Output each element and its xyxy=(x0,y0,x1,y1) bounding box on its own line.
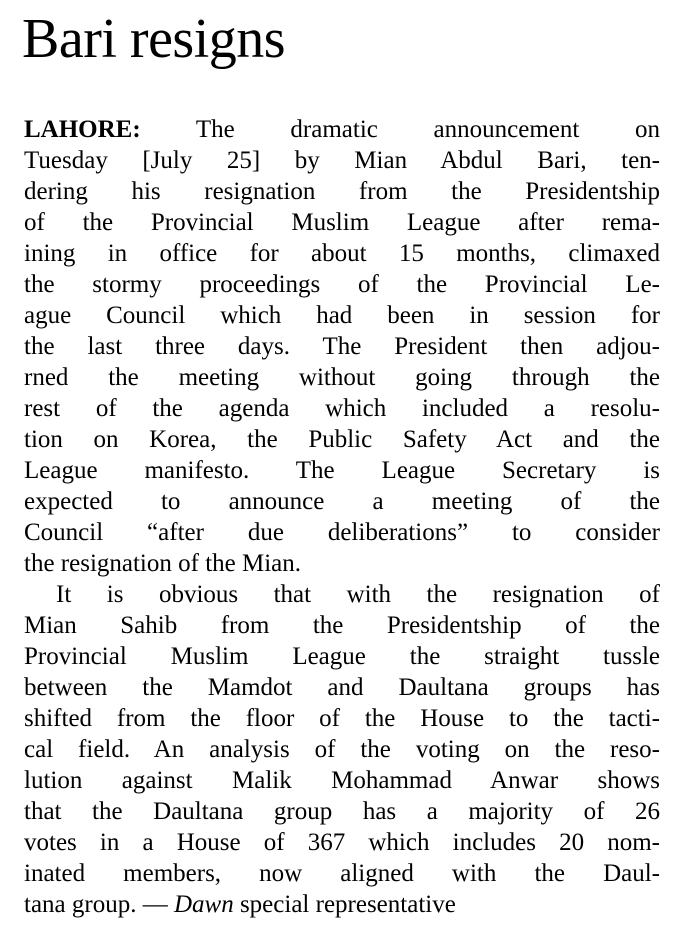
paragraph-1-line-3: dering his resignation from the Presidentship xyxy=(24,178,660,205)
paragraph-1-line-10: rest of the agenda which included a resolu- xyxy=(24,395,660,422)
paragraph-2-line-1: It is obvious that with the resignation of xyxy=(56,581,660,608)
paragraph-2-line-7: lution against Malik Mohammad Anwar shows xyxy=(24,767,660,794)
article-body xyxy=(24,114,660,920)
paragraph-2-line-2: Mian Sahib from the Presidentship of the xyxy=(24,612,660,639)
dateline: LAHORE: xyxy=(24,116,141,143)
paragraph-1-line-7: ague Council which had been in session for xyxy=(24,302,660,329)
paragraph-1-line-2: Tuesday [July 25] by Mian Abdul Bari, ten- xyxy=(24,147,660,174)
source-suffix: special representative xyxy=(239,891,456,918)
final-line-text: tana group. — xyxy=(24,891,168,918)
paragraph-2-line-10: inated members, now aligned with the Daul- xyxy=(24,860,660,887)
source-name: Dawn xyxy=(173,891,234,918)
paragraph-2-line-6: cal field. An analysis of the voting on the reso- xyxy=(24,736,660,763)
paragraph-1-line-6: the stormy proceedings of the Provincial Le- xyxy=(24,271,660,298)
paragraph-1-line-5: ining in office for about 15 months, climaxed xyxy=(24,240,660,267)
paragraph-1-line-11: tion on Korea, the Public Safety Act and the xyxy=(24,426,660,453)
paragraph-2-line-3: Provincial Muslim League the straight tussle xyxy=(24,643,660,670)
paragraph-2-line-9: votes in a House of 367 which includes 20 nom- xyxy=(24,829,660,856)
paragraph-1-line-14: Council “after due deliberations” to consider xyxy=(24,519,660,546)
paragraph-2-line-11 xyxy=(24,889,660,920)
paragraph-1-line-1 xyxy=(24,114,660,145)
headline: Bari resigns xyxy=(22,8,286,70)
paragraph-1-line-15: the resignation of the Mian. xyxy=(24,550,302,577)
paragraph-1-line-1-text: The dramatic announcement on xyxy=(195,116,660,143)
paragraph-1-line-12: League manifesto. The League Secretary is xyxy=(24,457,660,484)
paragraph-1-line-9: rned the meeting without going through the xyxy=(24,364,660,391)
paragraph-1-line-8: the last three days. The President then adjou- xyxy=(24,333,660,360)
paragraph-1-line-4: of the Provincial Muslim League after rema- xyxy=(24,209,660,236)
paragraph-1-line-13: expected to announce a meeting of the xyxy=(24,488,660,515)
paragraph-2-line-8: that the Daultana group has a majority of 26 xyxy=(24,798,660,825)
paragraph-2-line-5: shifted from the floor of the House to the tacti- xyxy=(24,705,660,732)
paragraph-2-line-4: between the Mamdot and Daultana groups has xyxy=(24,674,660,701)
